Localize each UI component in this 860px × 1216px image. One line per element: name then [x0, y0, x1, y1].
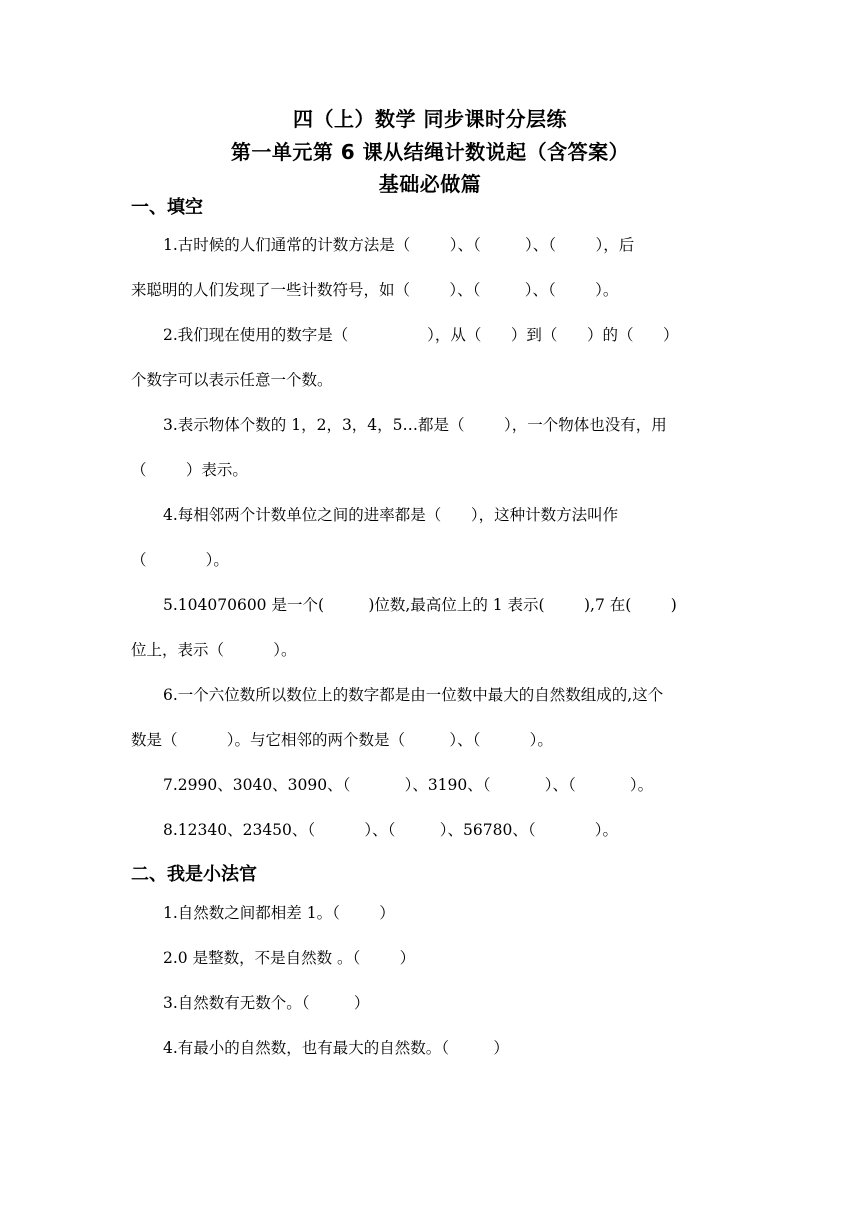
- q2-line-2: 个数字可以表示任意一个数。: [131, 371, 333, 389]
- q4-line-1: 4.每相邻两个计数单位之间的进率都是（ ），这种计数方法叫作: [163, 506, 619, 524]
- q3-line-2: （ ）表示。: [131, 461, 248, 479]
- judge-item-3: 3.自然数有无数个。（ ）: [163, 994, 370, 1012]
- q7-line: 7.2990、3040、3090、（ ）、3190、（ ）、（ ）。: [163, 776, 654, 794]
- q8-line: 8.12340、23450、（ ）、（ ）、56780、（ ）。: [163, 821, 618, 839]
- judge-item-4: 4.有最小的自然数，也有最大的自然数。（ ）: [163, 1039, 509, 1057]
- q4-line-2: （ ）。: [131, 551, 229, 569]
- q3-line-1: 3.表示物体个数的 1，2，3，4，5…都是（ ），一个物体也没有，用: [163, 416, 667, 434]
- section-1-heading: 一、填空: [131, 197, 203, 218]
- title-line-3: 基础必做篇: [378, 172, 482, 196]
- title-line-1: 四（上）数学 同步课时分层练: [293, 107, 567, 131]
- q6-line-1: 6.一个六位数所以数位上的数字都是由一位数中最大的自然数组成的,这个: [163, 686, 664, 704]
- q5-line-1: 5.104070600 是一个( )位数,最高位上的 1 表示( ),7 在( ): [163, 596, 677, 614]
- section-2-heading: 二、我是小法官: [131, 864, 257, 885]
- q5-line-2: 位上，表示（ ）。: [131, 641, 297, 659]
- judge-item-1: 1.自然数之间都相差 1。（ ）: [163, 904, 395, 922]
- q6-line-2: 数是（ ）。与它相邻的两个数是（ ）、（ ）。: [131, 731, 553, 749]
- q1-line-2: 来聪明的人们发现了一些计数符号，如（ ）、（ ）、（ ）。: [131, 281, 619, 299]
- title-line-2: 第一单元第 6 课从结绳计数说起（含答案）: [230, 140, 630, 164]
- judge-item-2: 2.0 是整数，不是自然数 。（ ）: [163, 949, 416, 967]
- q2-line-1: 2.我们现在使用的数字是（ ），从（ ）到（ ）的（ ）: [163, 326, 679, 344]
- q1-line-1: 1.古时候的人们通常的计数方法是（ ）、（ ）、（ ），后: [163, 236, 635, 254]
